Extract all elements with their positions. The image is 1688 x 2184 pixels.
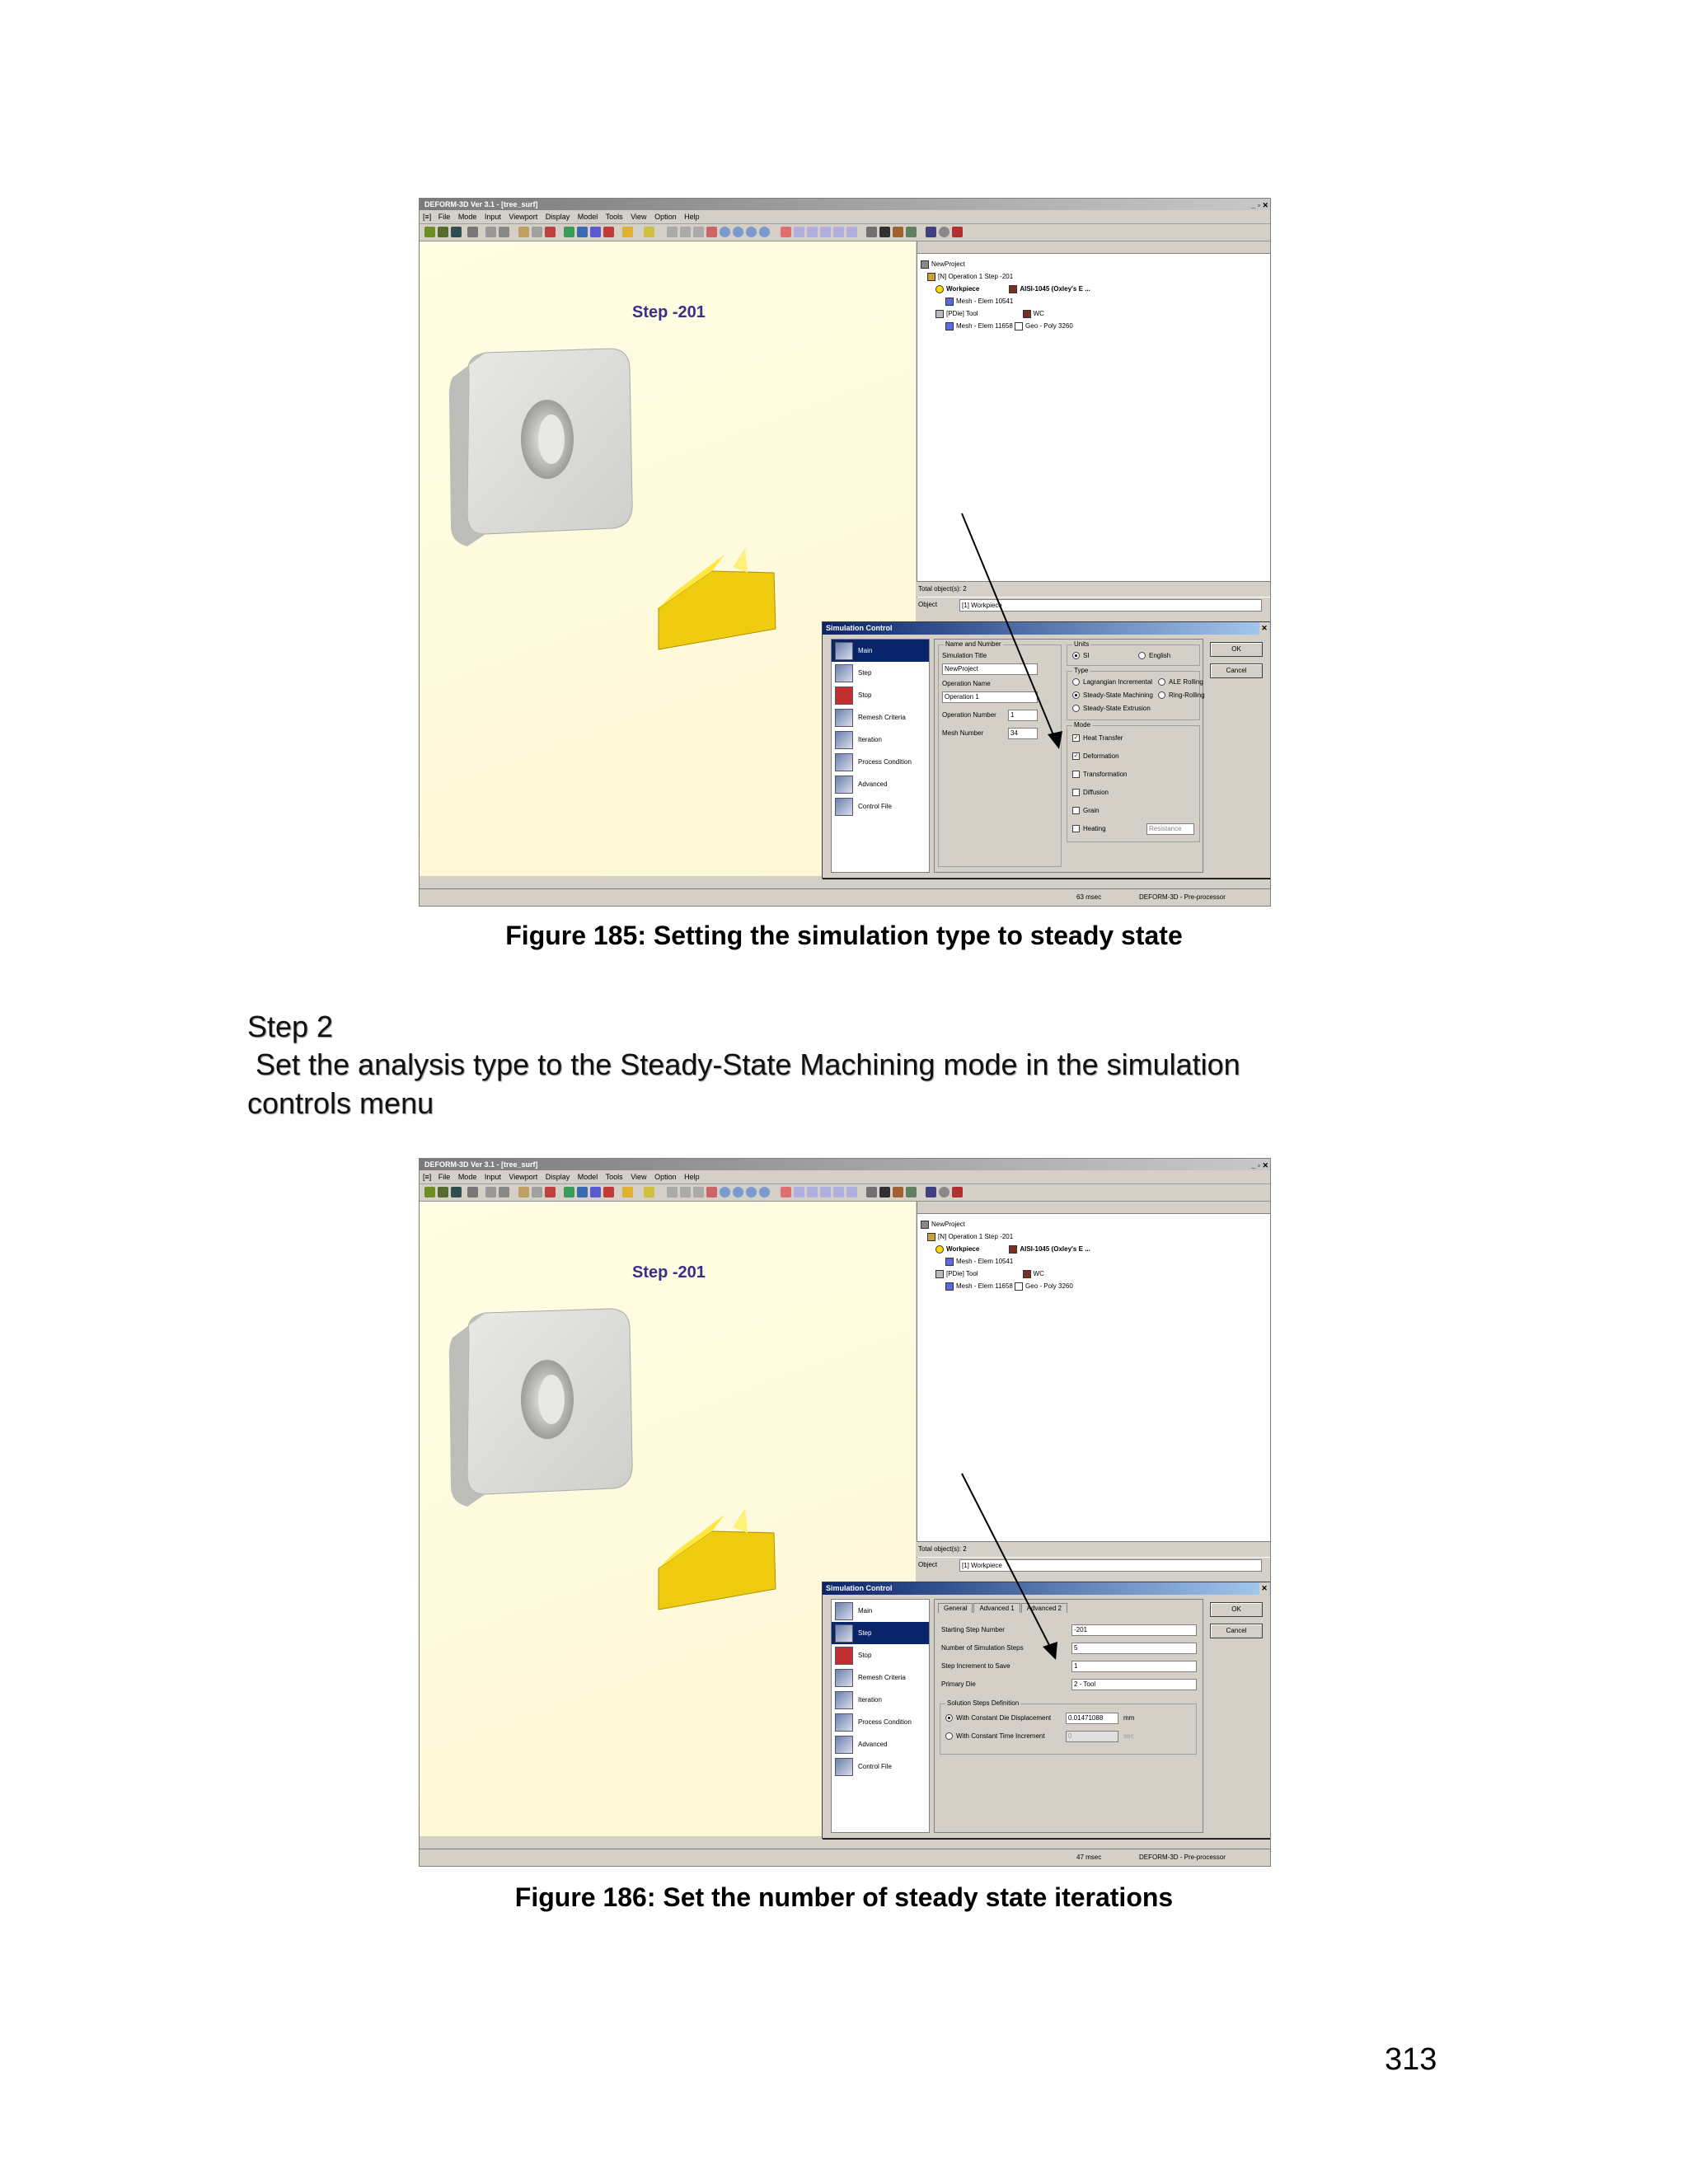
- start-step-label: Starting Step Number: [941, 1626, 1005, 1633]
- nav-step[interactable]: Step: [832, 662, 929, 684]
- nav-main[interactable]: Main: [832, 640, 929, 662]
- dialog-title: Simulation Control ✕: [823, 1582, 1271, 1595]
- tab-advanced-1[interactable]: Advanced 1: [973, 1603, 1020, 1613]
- menu-viewport[interactable]: Viewport: [509, 1173, 538, 1181]
- units-si-radio[interactable]: SI: [1072, 652, 1090, 659]
- nav-iteration[interactable]: Iteration: [832, 729, 929, 751]
- tree-operation[interactable]: [N] Operation 1 Step -201: [921, 270, 1090, 283]
- mode-heat-transfer-checkbox[interactable]: ✓ Heat Transfer: [1073, 734, 1123, 742]
- window-controls[interactable]: _ ▫ ✕: [1251, 201, 1268, 209]
- step-label: Step -201: [632, 303, 706, 321]
- system-menu-icon[interactable]: [≡]: [423, 213, 432, 221]
- total-objects-bar: Total object(s): 2: [917, 581, 1270, 597]
- menu-viewport[interactable]: Viewport: [509, 213, 538, 221]
- nav-process-condition[interactable]: Process Condition: [832, 751, 929, 773]
- tree-operation[interactable]: [N] Operation 1 Step -201: [921, 1230, 1090, 1243]
- mode-transformation-checkbox[interactable]: Transformation: [1072, 771, 1128, 778]
- object-selector: Object [1] Workpiece: [917, 598, 1270, 612]
- type-ring-rolling-radio[interactable]: Ring-Rolling: [1158, 691, 1205, 699]
- object-selector: Object [1] Workpiece: [917, 1558, 1270, 1572]
- tab-advanced-2[interactable]: Advanced 2: [1021, 1603, 1067, 1613]
- type-steady-state-machining-radio[interactable]: Steady-State Machining: [1072, 691, 1153, 699]
- menu-input[interactable]: Input: [484, 213, 501, 221]
- screenshot-figure-185: [419, 198, 1271, 907]
- tree-tool[interactable]: [PDie] Tool WC: [921, 307, 1090, 320]
- step-text-line1: Set the analysis type to the Steady-State Machining mode in the simulation: [247, 1047, 1240, 1081]
- displacement-unit: mm: [1123, 1714, 1135, 1722]
- menu-view[interactable]: View: [631, 1173, 647, 1181]
- menu-input[interactable]: Input: [484, 1173, 501, 1181]
- close-icon[interactable]: ✕: [1259, 1582, 1269, 1595]
- caption-figure-186: Figure 186: Set the number of steady state iterations: [514, 1882, 1174, 1912]
- tree-workpiece-mesh[interactable]: Mesh - Elem 10541: [921, 1255, 1090, 1268]
- mesh-number-field[interactable]: 34: [1008, 728, 1038, 739]
- menu-option[interactable]: Option: [654, 213, 677, 221]
- menu-help[interactable]: Help: [684, 213, 700, 221]
- menu-file[interactable]: File: [438, 213, 451, 221]
- units-group: Units SI English: [1067, 644, 1200, 666]
- pointer-arrow: [420, 199, 1270, 906]
- menu-mode[interactable]: Mode: [457, 213, 477, 221]
- mode-grain-checkbox[interactable]: Grain: [1072, 807, 1100, 814]
- tree-workpiece-mesh[interactable]: Mesh - Elem 10541: [921, 295, 1090, 307]
- nav-remesh[interactable]: Remesh Criteria: [832, 1666, 929, 1689]
- simulation-title-field[interactable]: NewProject: [942, 663, 1038, 675]
- type-lagrangian-radio[interactable]: Lagrangian Incremental: [1072, 678, 1152, 686]
- cancel-button[interactable]: Cancel: [1210, 663, 1263, 678]
- menu-help[interactable]: Help: [684, 1173, 700, 1181]
- ok-button[interactable]: OK: [1210, 642, 1263, 657]
- total-objects-bar: Total object(s): 2: [917, 1541, 1270, 1557]
- solution-steps-group: Solution Steps Definition With Constant Die Displacement 0.01471088 mm With Constant Time Increment 0 sec: [940, 1704, 1197, 1755]
- mode-diffusion-checkbox[interactable]: Diffusion: [1072, 789, 1109, 796]
- menu-file[interactable]: File: [438, 1173, 451, 1181]
- time-increment-field[interactable]: 0: [1066, 1731, 1118, 1742]
- tree-tool[interactable]: [PDie] Tool WC: [921, 1268, 1090, 1280]
- nav-step[interactable]: Step: [832, 1622, 929, 1644]
- mode-deformation-checkbox[interactable]: ✓ Deformation: [1073, 752, 1119, 760]
- ok-button[interactable]: OK: [1210, 1602, 1263, 1617]
- nav-main[interactable]: Main: [832, 1600, 929, 1622]
- start-step-field[interactable]: -201: [1071, 1624, 1197, 1636]
- constant-time-radio[interactable]: With Constant Time Increment: [945, 1732, 1045, 1740]
- status-app: DEFORM-3D - Pre-processor: [1139, 893, 1226, 901]
- type-group: Type Lagrangian Incremental ALE Rolling Steady-State Machining Ring-Rolling Steady-State Extrusion: [1067, 671, 1200, 720]
- displacement-field[interactable]: 0.01471088: [1066, 1713, 1118, 1724]
- mode-group: Mode ✓ Heat Transfer ✓ Deformation Transformation Diffusion Grain Heating Resistance: [1067, 725, 1200, 842]
- status-app: DEFORM-3D - Pre-processor: [1139, 1854, 1226, 1861]
- step-increment-label: Step Increment to Save: [941, 1662, 1010, 1670]
- step-heading: Step 2: [247, 1010, 334, 1043]
- menu-tools[interactable]: Tools: [605, 1173, 623, 1181]
- num-steps-label: Number of Simulation Steps: [941, 1644, 1024, 1652]
- time-unit: sec: [1123, 1732, 1134, 1740]
- name-number-group: Name and Number Simulation Title NewProject Operation Name Operation 1 Operation Number 1 Mesh Number 34: [938, 644, 1062, 867]
- window-title: DEFORM-3D Ver 3.1 - [tree_surf] _ ▫ ✕: [420, 1159, 1270, 1170]
- window-title: DEFORM-3D Ver 3.1 - [tree_surf] _ ▫ ✕: [420, 199, 1270, 210]
- operation-name-field[interactable]: Operation 1: [942, 691, 1038, 703]
- tree-root[interactable]: NewProject: [921, 1218, 1090, 1230]
- mode-heating-checkbox[interactable]: Heating: [1072, 825, 1106, 832]
- menu-mode[interactable]: Mode: [457, 1173, 477, 1181]
- status-time: 47 msec: [1076, 1854, 1102, 1861]
- close-icon[interactable]: ✕: [1259, 622, 1269, 635]
- step-increment-field[interactable]: 1: [1071, 1661, 1197, 1672]
- menu-model[interactable]: Model: [577, 213, 598, 221]
- cancel-button[interactable]: Cancel: [1210, 1624, 1263, 1638]
- step-text-line2: controls menu: [247, 1086, 434, 1120]
- nav-stop[interactable]: Stop: [832, 1644, 929, 1666]
- tree-tool-mesh[interactable]: Mesh - Elem 11658 Geo - Poly 3260: [921, 1280, 1090, 1292]
- primary-die-select[interactable]: 2 - Tool: [1071, 1679, 1197, 1690]
- tab-general[interactable]: General: [938, 1603, 973, 1613]
- menu-model[interactable]: Model: [577, 1173, 598, 1181]
- tree-tool-mesh[interactable]: Mesh - Elem 11658 Geo - Poly 3260: [921, 320, 1090, 332]
- object-field[interactable]: [1] Workpiece: [959, 1559, 1262, 1572]
- nav-remesh[interactable]: Remesh Criteria: [832, 706, 929, 729]
- caption-figure-185: Figure 185: Setting the simulation type to steady state: [505, 921, 1183, 950]
- num-steps-field[interactable]: 5: [1071, 1643, 1197, 1654]
- type-ale-radio[interactable]: ALE Rolling: [1158, 678, 1203, 686]
- menu-tools[interactable]: Tools: [605, 213, 623, 221]
- dialog-title: Simulation Control ✕: [823, 622, 1271, 635]
- nav-process-condition[interactable]: Process Condition: [832, 1711, 929, 1733]
- nav-iteration[interactable]: Iteration: [832, 1689, 929, 1711]
- heating-select[interactable]: Resistance: [1146, 823, 1194, 835]
- operation-number-field[interactable]: 1: [1008, 710, 1038, 721]
- tree-root[interactable]: NewProject: [921, 258, 1090, 270]
- pointer-arrow: [420, 1159, 1270, 1866]
- nav-control-file[interactable]: Control File: [832, 795, 929, 818]
- nav-advanced[interactable]: Advanced: [832, 773, 929, 795]
- tree-workpiece[interactable]: Workpiece AISI-1045 (Oxley's E ...: [921, 283, 1090, 295]
- units-english-radio[interactable]: English: [1138, 652, 1170, 659]
- nav-stop[interactable]: Stop: [832, 684, 929, 706]
- status-time: 63 msec: [1076, 893, 1102, 901]
- menu-display[interactable]: Display: [545, 1173, 570, 1181]
- tree-workpiece[interactable]: Workpiece AISI-1045 (Oxley's E ...: [921, 1243, 1090, 1255]
- system-menu-icon[interactable]: [≡]: [423, 1173, 432, 1181]
- nav-control-file[interactable]: Control File: [832, 1755, 929, 1778]
- step-label: Step -201: [632, 1263, 706, 1282]
- object-field[interactable]: [1] Workpiece: [959, 599, 1262, 612]
- page-number: 313: [1385, 2042, 1437, 2077]
- menu-option[interactable]: Option: [654, 1173, 677, 1181]
- menu-display[interactable]: Display: [545, 213, 570, 221]
- nav-advanced[interactable]: Advanced: [832, 1733, 929, 1755]
- screenshot-figure-186: [419, 1158, 1271, 1867]
- constant-displacement-radio[interactable]: With Constant Die Displacement: [945, 1714, 1051, 1722]
- window-controls[interactable]: _ ▫ ✕: [1251, 1161, 1268, 1169]
- menu-view[interactable]: View: [631, 213, 647, 221]
- primary-die-label: Primary Die: [941, 1680, 976, 1688]
- type-steady-state-extrusion-radio[interactable]: Steady-State Extrusion: [1072, 705, 1151, 712]
